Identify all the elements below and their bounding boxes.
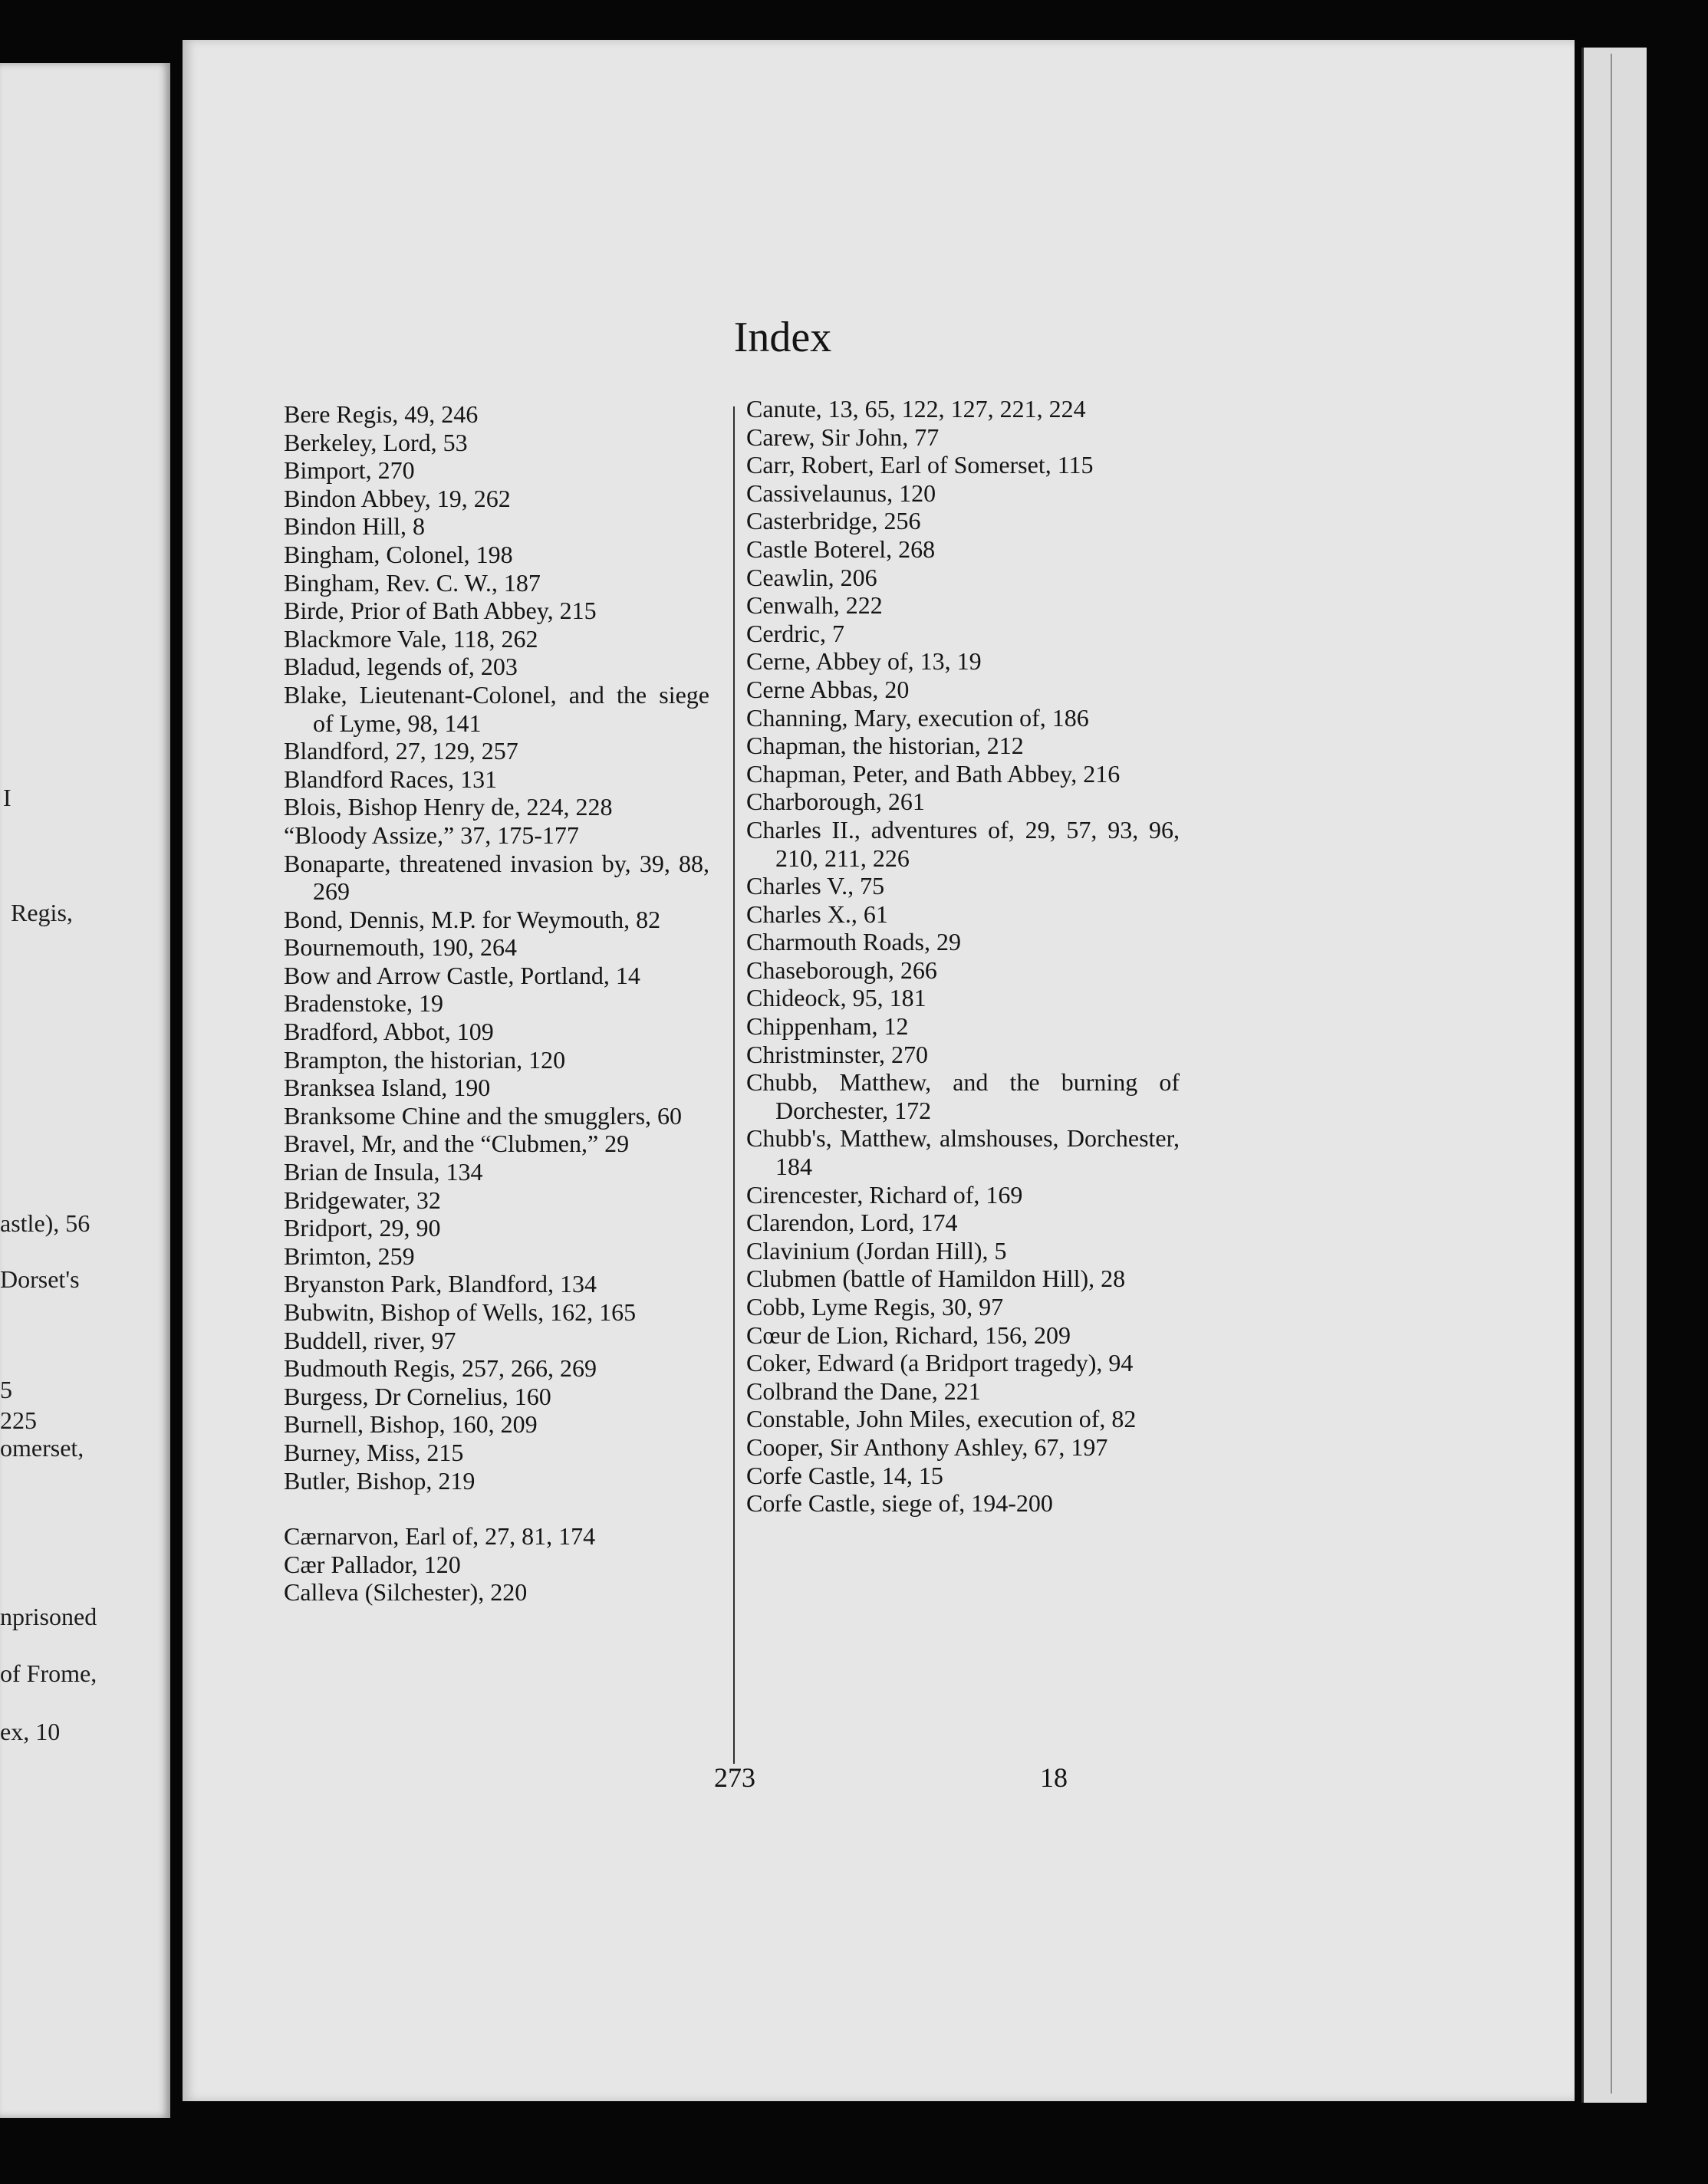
index-entry: Bere Regis, 49, 246 <box>284 400 479 428</box>
index-entry: Cærnarvon, Earl of, 27, 81, 174 <box>284 1522 596 1551</box>
index-page <box>183 40 1575 2101</box>
index-entry: Chubb's, Matthew, almshouses, Dorchester, 184 <box>746 1124 1180 1181</box>
index-entry: Chapman, the historian, 212 <box>746 732 1024 760</box>
previous-page-fragment: ex, 10 <box>0 1718 61 1745</box>
index-entry: Bond, Dennis, M.P. for Weymouth, 82 <box>284 905 661 933</box>
index-entry: Burney, Miss, 215 <box>284 1438 464 1466</box>
index-entry: Cœur de Lion, Richard, 156, 209 <box>746 1321 1071 1349</box>
index-entry: Charborough, 261 <box>746 788 925 816</box>
index-entry: Blackmore Vale, 118, 262 <box>284 624 538 653</box>
index-entry: Bladud, legends of, 203 <box>284 653 518 681</box>
index-entry: Clubmen (battle of Hamildon Hill), 28 <box>746 1265 1126 1293</box>
index-entry: Carr, Robert, Earl of Somerset, 115 <box>746 451 1094 479</box>
index-entry: Chapman, Peter, and Bath Abbey, 216 <box>746 759 1121 788</box>
index-letter-gap <box>284 1495 709 1522</box>
index-entry: Chippenham, 12 <box>746 1012 909 1041</box>
index-entry: Berkeley, Lord, 53 <box>284 428 468 456</box>
index-entry: Bridport, 29, 90 <box>284 1214 441 1242</box>
index-column-left <box>284 400 709 1607</box>
index-entry: Cerne Abbas, 20 <box>746 675 910 703</box>
index-entry: Chubb, Matthew, and the burning of Dorchester, 172 <box>746 1068 1180 1124</box>
index-entry: Brampton, the historian, 120 <box>284 1045 566 1074</box>
previous-page-fragment: 5 <box>0 1376 12 1403</box>
index-entry: Cirencester, Richard of, 169 <box>746 1180 1023 1209</box>
index-entry: Butler, Bishop, 219 <box>284 1466 476 1495</box>
page-number: 273 <box>714 1762 755 1793</box>
index-entry: Corfe Castle, 14, 15 <box>746 1461 943 1489</box>
index-entry: Castle Boterel, 268 <box>746 534 936 563</box>
index-entry: Bingham, Colonel, 198 <box>284 540 513 568</box>
index-entry: Charles II., adventures of, 29, 57, 93, 96, 210, 211, 226 <box>746 815 1180 872</box>
index-entry: Brimton, 259 <box>284 1242 415 1270</box>
index-entry: “Bloody Assize,” 37, 175-177 <box>284 821 579 849</box>
previous-page-fragment: Dorset's <box>0 1265 80 1293</box>
index-entry: Bow and Arrow Castle, Portland, 14 <box>284 961 640 989</box>
index-entry: Casterbridge, 256 <box>746 507 921 535</box>
index-entry: Charmouth Roads, 29 <box>746 928 961 956</box>
index-entry: Cerdric, 7 <box>746 619 844 647</box>
index-entry: Cær Pallador, 120 <box>284 1550 461 1578</box>
index-entry: Constable, John Miles, execution of, 82 <box>746 1405 1137 1433</box>
previous-page-fragment: of Frome, <box>0 1659 97 1687</box>
index-entry: Charles V., 75 <box>746 872 885 900</box>
index-entry: Christminster, 270 <box>746 1040 928 1068</box>
index-entry: Blandford, 27, 129, 257 <box>284 737 518 765</box>
index-entry: Blake, Lieutenant-Colonel, and the siege of Lyme, 98, 141 <box>284 680 709 737</box>
index-entry: Bradenstoke, 19 <box>284 989 443 1018</box>
index-entry: Chaseborough, 266 <box>746 956 937 984</box>
index-entry: Cassivelaunus, 120 <box>746 479 936 507</box>
index-entry: Brian de Insula, 134 <box>284 1158 483 1186</box>
previous-page <box>0 63 170 2118</box>
index-entry: Cooper, Sir Anthony Ashley, 67, 197 <box>746 1432 1108 1461</box>
index-entry: Calleva (Silchester), 220 <box>284 1578 528 1607</box>
index-entry: Bridgewater, 32 <box>284 1186 441 1214</box>
index-entry: Bryanston Park, Blandford, 134 <box>284 1270 597 1298</box>
previous-page-fragment: I <box>3 784 12 811</box>
index-entry: Bonaparte, threatened invasion by, 39, 88, 269 <box>284 849 709 906</box>
index-entry: Bournemouth, 190, 264 <box>284 933 517 962</box>
index-entry: Bindon Abbey, 19, 262 <box>284 484 511 512</box>
index-entry: Coker, Edward (a Bridport tragedy), 94 <box>746 1349 1134 1377</box>
previous-page-fragment: nprisoned <box>0 1603 97 1630</box>
index-entry: Branksea Island, 190 <box>284 1074 491 1102</box>
index-entry: Charles X., 61 <box>746 900 888 928</box>
index-entry: Channing, Mary, execution of, 186 <box>746 703 1089 732</box>
index-entry: Bravel, Mr, and the “Clubmen,” 29 <box>284 1130 630 1158</box>
index-entry: Ceawlin, 206 <box>746 563 877 591</box>
index-entry: Buddell, river, 97 <box>284 1326 456 1354</box>
previous-page-fragment: Regis, <box>11 899 73 926</box>
signature-mark: 18 <box>1040 1762 1068 1793</box>
previous-page-fragment: astle), 56 <box>0 1209 91 1237</box>
index-entry: Chideock, 95, 181 <box>746 984 926 1012</box>
index-entry: Bingham, Rev. C. W., 187 <box>284 568 541 597</box>
index-entry: Budmouth Regis, 257, 266, 269 <box>284 1354 597 1383</box>
previous-page-fragment: 225 <box>0 1406 37 1434</box>
index-entry: Canute, 13, 65, 122, 127, 221, 224 <box>746 395 1086 423</box>
index-entry: Clarendon, Lord, 174 <box>746 1209 958 1237</box>
index-column-right <box>746 395 1180 1518</box>
index-entry: Branksome Chine and the smugglers, 60 <box>284 1101 683 1130</box>
column-divider <box>733 406 735 1764</box>
index-entry: Burnell, Bishop, 160, 209 <box>284 1410 538 1439</box>
book-edge-line <box>1611 54 1612 2094</box>
index-entry: Bradford, Abbot, 109 <box>284 1018 494 1046</box>
index-entry: Birde, Prior of Bath Abbey, 215 <box>284 597 597 625</box>
previous-page-fragment: omerset, <box>0 1434 84 1462</box>
page-title: Index <box>733 314 832 361</box>
index-entry: Blandford Races, 131 <box>284 765 498 793</box>
book-edge <box>1581 48 1647 2103</box>
index-entry: Burgess, Dr Cornelius, 160 <box>284 1382 551 1410</box>
index-entry: Carew, Sir John, 77 <box>746 423 940 451</box>
index-entry: Bimport, 270 <box>284 456 415 485</box>
index-entry: Cobb, Lyme Regis, 30, 97 <box>746 1293 1004 1321</box>
index-entry: Blois, Bishop Henry de, 224, 228 <box>284 793 613 821</box>
index-entry: Clavinium (Jordan Hill), 5 <box>746 1236 1007 1265</box>
index-entry: Cenwalh, 222 <box>746 591 883 620</box>
index-entry: Corfe Castle, siege of, 194-200 <box>746 1489 1053 1518</box>
index-entry: Colbrand the Dane, 221 <box>746 1377 981 1405</box>
index-entry: Cerne, Abbey of, 13, 19 <box>746 647 982 676</box>
index-entry: Bindon Hill, 8 <box>284 512 426 541</box>
index-entry: Bubwitn, Bishop of Wells, 162, 165 <box>284 1298 637 1326</box>
